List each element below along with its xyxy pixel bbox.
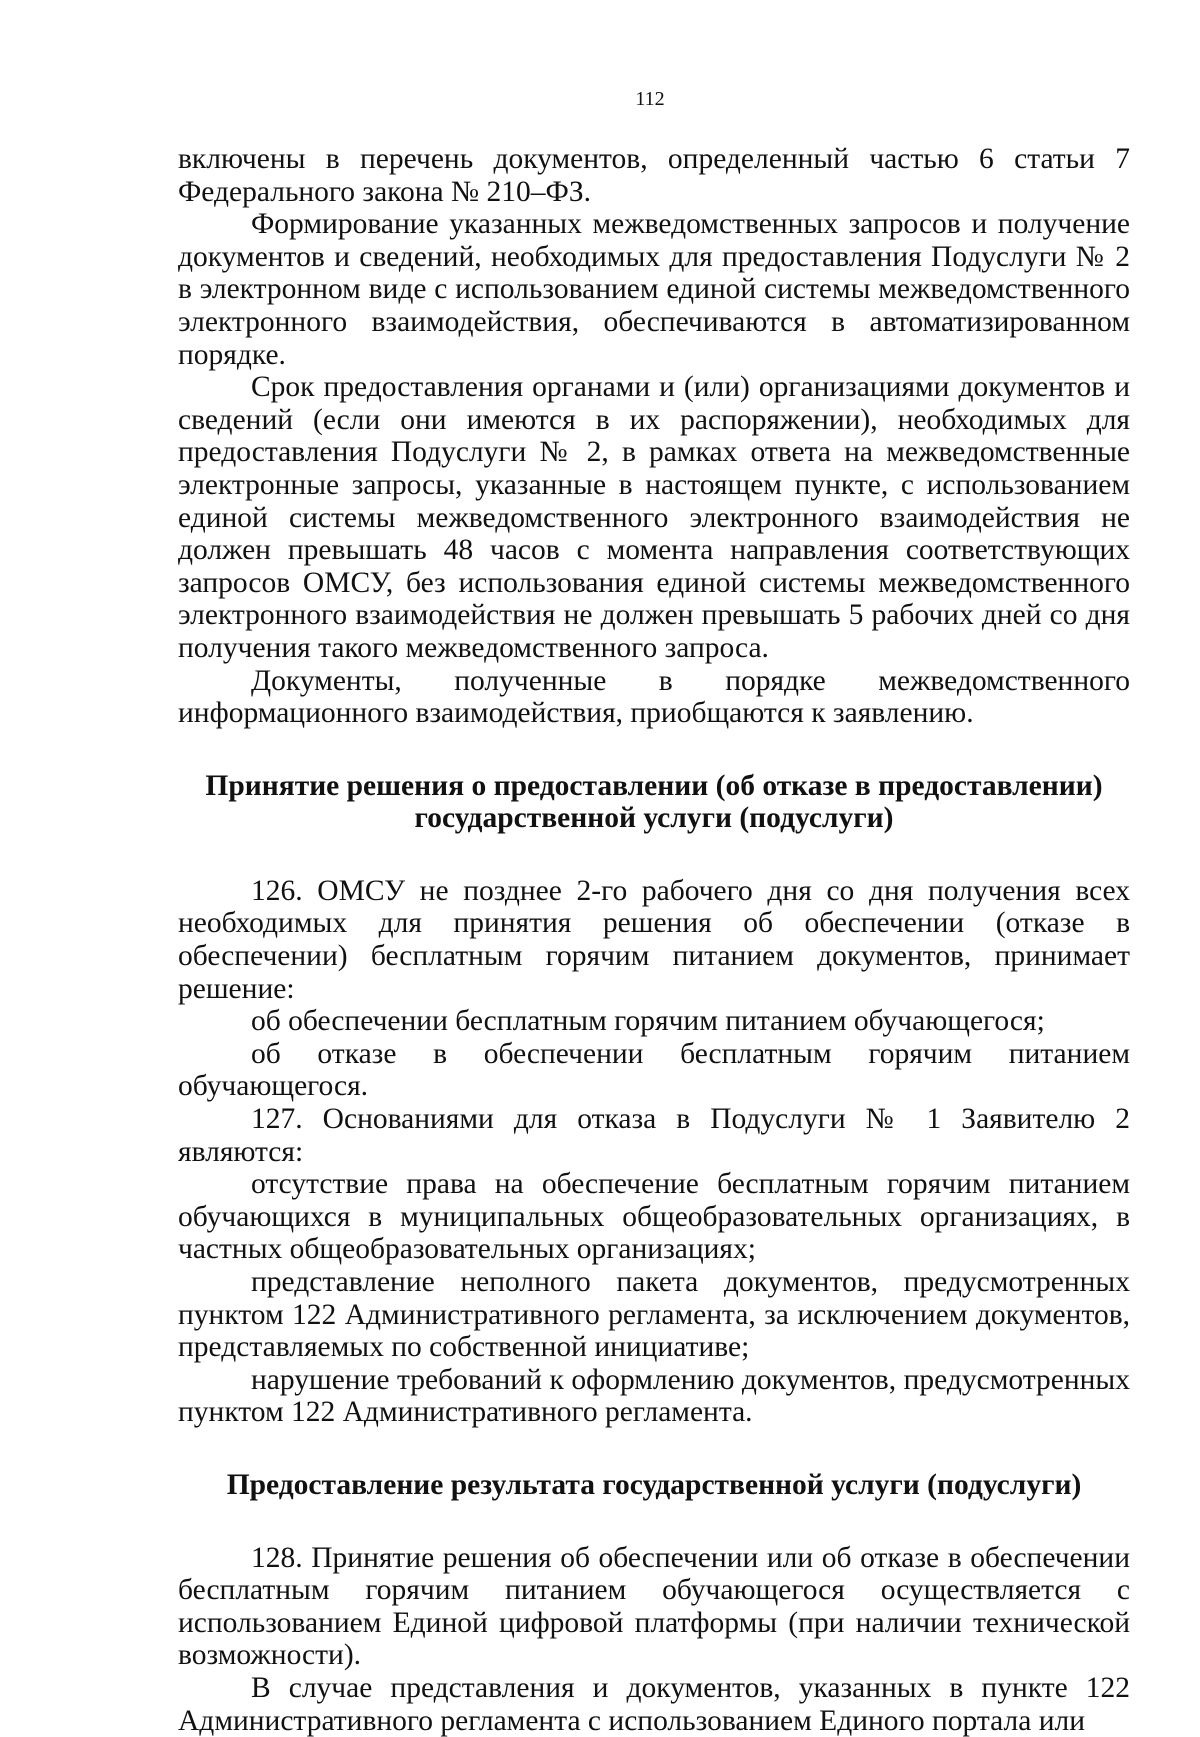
paragraph: Срок предоставления органами и (или) организациями документов и сведений (если они имеются в их распоряжении), необходимых для предоставления Подуслуги № 2, в рамках ответа на межведомственные электронные запросы, указанные в настоящем пункте, с использованием единой системы межведомственного электронного взаимодействия не должен превышать 48 часов с момента направления соответствующих запросов ОМСУ, без использования единой системы межведомственного электронного взаимодействия не должен превышать 5 рабочих дней со дня получения такого межведомственного запроса. [178,371,1130,664]
paragraph: 127. Основаниями для отказа в Подуслуги № 1 Заявителю 2 являются: [178,1103,1130,1168]
paragraph: Формирование указанных межведомственных запросов и получение документов и сведений, необходимых для предоставления Подуслуги № 2 в электронном виде с использованием единой системы межведомственного электронного взаимодействия, обеспечиваются в автоматизированном порядке. [178,208,1130,371]
paragraph: Документы, полученные в порядке межведомственного информационного взаимодействия, приобщаются к заявлению. [178,664,1130,730]
list-item: об отказе в обеспечении бесплатным горячим питанием обучающегося. [178,1037,1130,1103]
list-item: об обеспечении бесплатным горячим питанием обучающегося; [251,1005,1045,1038]
list-item: отсутствие права на обеспечение бесплатным горячим питанием обучающихся в муниципальных общеобразовательных организациях, в частных общеобразовательных организациях; [178,1168,1130,1266]
page-number: 112 [635,88,665,110]
paragraph: В случае представления и документов, указанных в пункте 122 Административного регламента с использованием Единого портала или [178,1671,1130,1737]
document-body [178,143,1130,1737]
paragraph: включены в перечень документов, определенный частью 6 статьи 7 Федерального закона № 210–ФЗ. [178,143,1130,208]
list-item: нарушение требований к оформлению документов, предусмотренных пунктом 122 Административного регламента. [178,1363,1130,1429]
paragraph: 128. Принятие решения об обеспечении или об отказе в обеспечении бесплатным горячим питанием обучающегося осуществляется с использованием Единой цифровой платформы (при наличии технической возможности). [178,1541,1130,1672]
list-item: представление неполного пакета документов, предусмотренных пунктом 122 Административного регламента, за исключением документов, представляемых по собственной инициативе; [178,1266,1130,1364]
paragraph: 126. ОМСУ не позднее 2-го рабочего дня со дня получения всех необходимых для принятия решения об обеспечении (отказе в обеспечении) бесплатным горячим питанием документов, принимает решение: [178,874,1130,1005]
section-heading: Предоставление результата государственной услуги (подуслуги) [226,1468,1082,1501]
section-heading: Принятие решения о предоставлении (об отказе в предоставлении) государственной услуги (подуслуги) [205,769,1103,835]
